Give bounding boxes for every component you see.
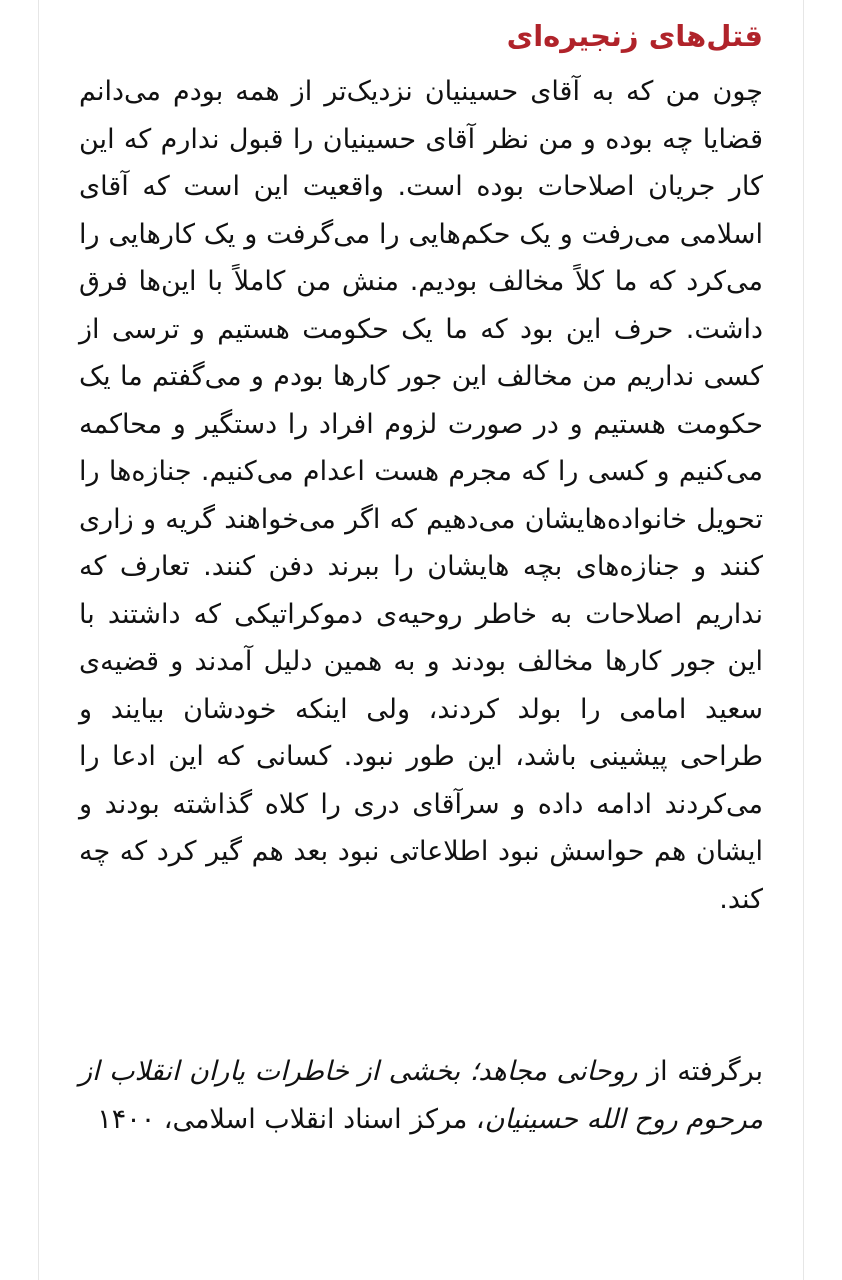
article-body: چون من که به آقای حسینیان نزدیک‌تر از همه بودم می‌دانم قضایا چه بوده و من نظر آقای حسینیان را قبول ندارم که این کار جریان اصلاحات بوده است. واقعیت این است که آقای اسلامی می‌رفت و یک حکم‌هایی را می‌گرفت و یک کارهایی را می‌کرد که ما کلاً مخالف بودیم. منش من کاملاً با این‌ها فرق داشت. حرف این بود که ما یک حکومت هستیم و ترسی از کسی نداریم من مخالف این جور کارها بودم و می‌گفتم ما یک حکومت هستیم و در صورت لزوم افراد را دستگیر و محاکمه می‌کنیم و کسی را که مجرم هست اعدام می‌کنیم. جنازه‌ها را تحویل خانواده‌هایشان می‌دهیم که اگر می‌خواهند گریه و زاری کنند و جنازه‌های بچه هایشان را ببرند دفن کنند. تعارف که نداریم اصلاحات به خاطر روحیه‌ی دموکراتیکی که داشتند با این جور کارها مخالف بودند و به همین دلیل آمدند و قضیه‌ی سعید امامی را بولد کردند، ولی اینکه خودشان بیایند و طراحی پیشینی باشد، این طور نبود. کسانی که این ادعا را می‌کردند ادامه داده و سرآقای دری را کلاه گذاشته بودند و ایشان هم حواسش نبود اطلاعاتی نبود بعد هم گیر کرد که چه کند. xyxy=(79,76,763,915)
source-citation xyxy=(79,1048,763,1143)
article-content xyxy=(79,10,763,1143)
article-page xyxy=(38,0,804,1280)
source-book-title: روحانی مجاهد؛ بخشی از خاطرات یاران انقلاب از مرحوم روح الله حسینیان xyxy=(79,1056,763,1135)
article-title: قتل‌های زنجیره‌ای xyxy=(506,19,763,53)
source-publisher: ، مرکز اسناد انقلاب اسلامی، ۱۴۰۰ xyxy=(97,1103,485,1135)
source-prefix: برگرفته از xyxy=(647,1056,763,1087)
